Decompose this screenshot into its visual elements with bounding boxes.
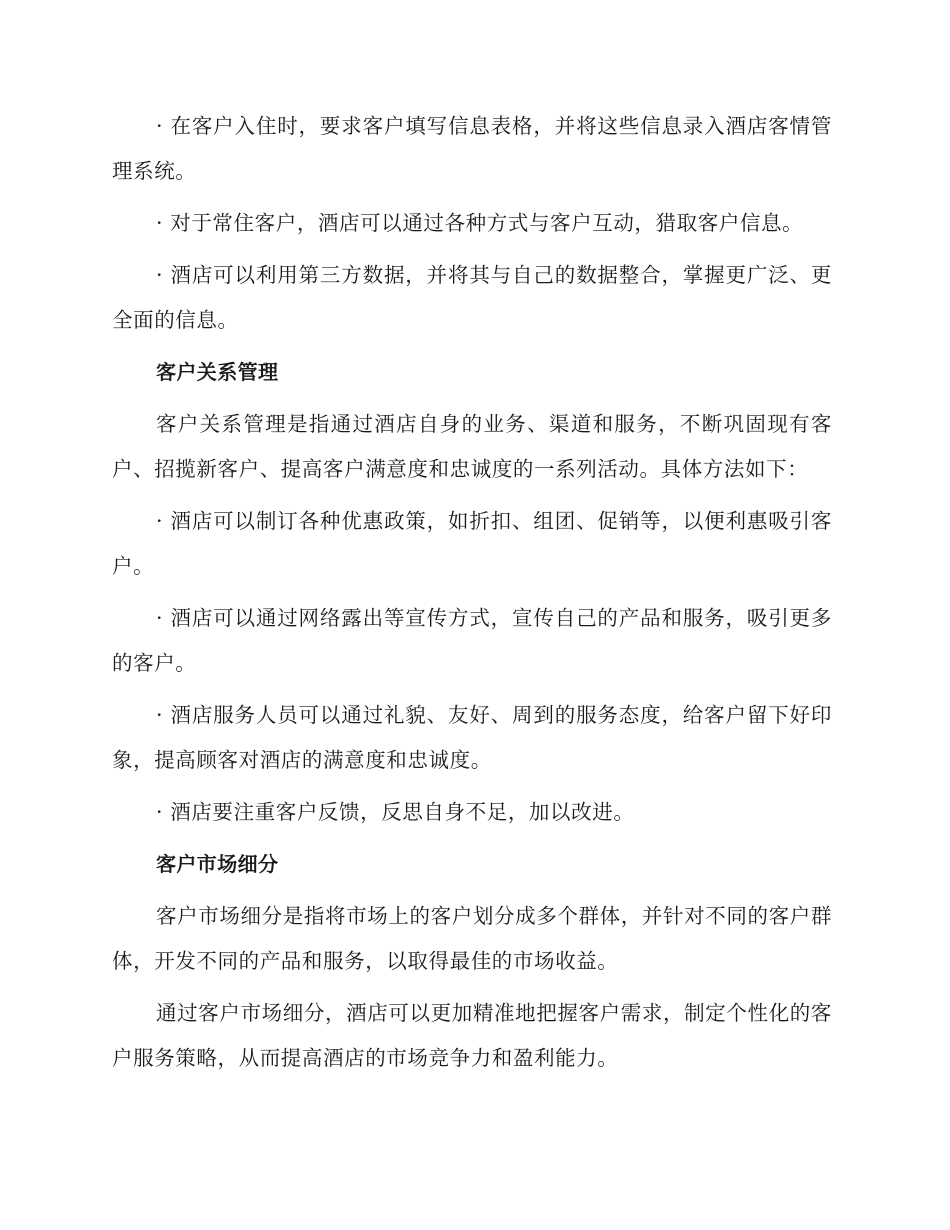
body-paragraph: 客户市场细分是指将市场上的客户划分成多个群体，并针对不同的客户群体，开发不同的产品和服务，以取得最佳的市场收益。 (112, 904, 832, 973)
bullet-paragraph: · 酒店服务人员可以通过礼貌、友好、周到的服务态度，给客户留下好印象，提高顾客对酒店的满意度和忠诚度。 (112, 703, 832, 772)
document-page (112, 104, 832, 1088)
bullet-paragraph: · 酒店要注重客户反馈，反思自身不足，加以改进。 (156, 800, 635, 824)
body-paragraph: 客户关系管理是指通过酒店自身的业务、渠道和服务，不断巩固现有客户、招揽新客户、提高客户满意度和忠诚度的一系列活动。具体方法如下： (112, 412, 832, 481)
bullet-paragraph: · 对于常住客户，酒店可以通过各种方式与客户互动，猎取客户信息。 (156, 211, 804, 235)
section-heading-crm: 客户关系管理 (156, 360, 279, 384)
section-heading-segmentation: 客户市场细分 (156, 852, 279, 876)
bullet-paragraph: · 酒店可以通过网络露出等宣传方式，宣传自己的产品和服务，吸引更多的客户。 (112, 606, 832, 675)
bullet-paragraph: · 酒店可以利用第三方数据，并将其与自己的数据整合，掌握更广泛、更全面的信息。 (112, 263, 832, 332)
bullet-paragraph: · 酒店可以制订各种优惠政策，如折扣、组团、促销等，以便利惠吸引客户。 (112, 509, 832, 578)
body-paragraph: 通过客户市场细分，酒店可以更加精准地把握客户需求，制定个性化的客户服务策略，从而提高酒店的市场竞争力和盈利能力。 (112, 1001, 832, 1070)
bullet-paragraph: · 在客户入住时，要求客户填写信息表格，并将这些信息录入酒店客情管理系统。 (112, 114, 832, 183)
